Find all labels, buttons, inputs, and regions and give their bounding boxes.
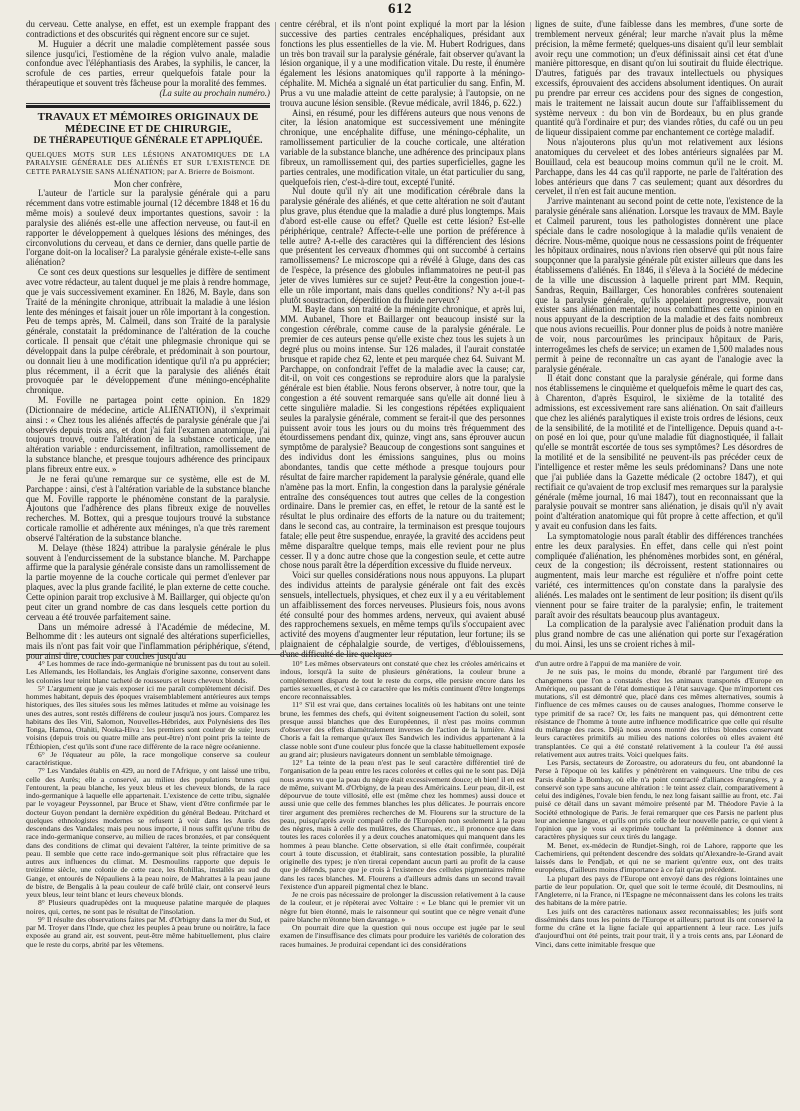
paragraph: M. Foville ne partagea point cette opinion. En 1829 (Dictionnaire de médecine, article ALIÉNATION), il s'exprimait ainsi : « Chez tous les aliénés affectés de paralysie générale que j'ai observés depuis trois ans, et dont j'ai fait l'examen anatomique, j'ai toujours trouvé, outre l'altération de la substance corticale, une altération variable : endurcissement, infiltration, ramollissement de la substance blanche, et presque toujours adhérence des principaux plans fibreux entre eux. » [26, 395, 270, 474]
paragraph: La symptomatologie nous paraît établir des différences tranchées entre les deux paralysies. En effet, dans celle qui n'est point compliquée d'aliénation, les phénomènes morbides sont, en général, ceux de la congestion; ils décroissent, restent stationnaires ou augmentent, mais leur marche est régulière et n'offre point cette variété, ces intermittences qu'on constate dans la paralysie des aliénés. Les malades ont le sentiment de leur position; ils disent qu'ils viennent pour se faire traiter de la paralysie; enfin, le traitement paraît avoir des résultats beaucoup plus avantageux. [535, 530, 783, 620]
footnote-paragraph: 9° Il résulte des observations faites par M. d'Orbigny dans la mer du Sud, et par M. Troyer dans l'Inde, que chez les peuples à peau brune ou noirâtre, la face exposée au grand air, est souvent, peut-être même habituellement, plus claire que le reste du corps, abrité par les vêtemens. [26, 914, 270, 949]
footnote-paragraph: 7° Les Vandales établis en 429, au nord de l'Afrique, y ont laissé une tribu, celle des Aurès; elle a conservé, au milieu des populations brunes qui l'entourent, la peau blanche, les yeux bleus et les cheveux blonds, de la race indo-germanique à laquelle elle appartenait. L'existence de cette tribu, signalée par le voyageur Peyssonnel, par Bruce et Shaw, vient d'être confirmée par le docteur Guyon pendant la dernière expédition du général Bedeau. Pritchard et quelques ethnologistes modernes se refusent à voir dans les Aurès des descendans des Vandales; mais peu nous importe, il nous suffit qu'une tribu de race indo-germanique conserve, au milieu de races bronzées, et par conséquent dans des conditions de climat qui devaient l'altérer, la teinte primitive de sa peau. Il semble que cette race indo-germanique soit plus réfractaire que les autres aux influences du climat. M. Desmoulins rapporte que depuis le treizième siècle, une colonie de cette race, les Rohillas, installés au sud du Gange, et entourés de Népauliens à la peau noire, de Mahrattes à la peau jaune de bistre, de Bengalis à la peau couleur de café brûlé clair, ont conservé leurs yeux bleus, leur teint blanc et leurs cheveux blonds. [26, 766, 270, 899]
section-subtitle: DE THÉRAPEUTIQUE GÉNÉRALE ET APPLIQUÉE. [33, 135, 263, 146]
footnote-paragraph: 4° Les hommes de race indo-germanique ne brunissent pas du tout au soleil. Les Allemands, les Hollandais, les Anglais d'origine saxonne, conservent dans les colonies leur teint blanc tacheté de rousseurs et leurs cheveux blonds. [26, 659, 270, 685]
section-rule-thick [26, 105, 270, 108]
paragraph: centre cérébral, et ils n'ont point expliqué la mort par la lésion successive des parties centrales encéphaliques, présidant aux fonctions les plus essentielles de la vie. M. Hubert Rodrigues, dans un très bon travail sur la paralysie générale, fait observer qu'avant la lésion organique, il y a une modification vitale. Du reste, il énumère également les lésions anatomiques qu'il rapporte à la méningo-céphalite. M. Michéa a signalé un état particulier du sang. Enfin, M. Prus a vu une maladie atteint de cette paralysie; à l'autopsie, on ne trouva aucune lésion sensible. (Revue médicale, avril 1846, p. 622.) [280, 19, 525, 108]
footnote-column-1 [26, 660, 270, 1111]
article-title: QUELQUES MOTS SUR LES LÉSIONS ANATOMIQUES DE LA PARALYSIE GÉNÉRALE DES ALIÉNÉS ET SUR L'EXISTENCE DE CETTE PARALYSIE SANS ALIÉNATION; par A. Brierre de Boismont. [26, 149, 270, 176]
paragraph: La complication de la paralysie avec l'aliénation produit dans la plus grand nombre de cas une aliénation qui porte sur l'exagération du moi. Ainsi, les uns se croient riches à mil- [535, 619, 783, 650]
section-title: TRAVAUX ET MÉMOIRES ORIGINAUX DE MÉDECINE ET DE CHIRURGIE, [37, 110, 259, 135]
footnote-divider [26, 654, 783, 655]
column-1 [26, 19, 270, 662]
paragraph: Nul doute qu'il n'y ait une modification cérébrale dans la paralysie générale des aliénés, et que cette altération ne soit d'autant plus grave, plus étendue que la maladie a duré plus longtemps. Mais d'abord est-elle cause ou effet? Quelle est cette lésion? Est-elle périphérique, centrale? Affecte-t-elle une portion de préférence à telle autre? A-t-elle des caractères qui la différencient des lésions que présentent les cerveaux d'hommes qui ont succombé à certains ramollissemens? Le microscope qui a révélé à Gluge, dans des cas de l'espèce, la présence des globules inflammatoires ne peut-il pas jeter de vives lumières sur ce sujet? Peut-être la congestion joue-t-elle un rôle important, mais dans quelles conditions? N'y a-t-il pas plutôt soustraction, déperdition du fluide nerveux? [280, 186, 525, 305]
footnote-paragraph: 5° L'argument que je vais exposer ici me paraît complètement décisif. Des hommes habitant, depuis des époques vraisemblablement antérieures aux temps historiques, des îles situées sous les mêmes latitudes et même au voisinage les unes des autres, sont restés différens de couleur jusqu'à nos jours. Comparez les habitans des îles Viti, Salomon, Nouvelles-Hébrides, aux Polynésiens des îles Tonga, Hamoa, Otahiti, Nouka-Hiva : les premiers sont couleur de suie; leurs voisins (depuis trois ou quatre mille ans peut-être) n'ont point pris la teinte de l'Éthiopien, c'est qu'ils sont d'une race différente de la race nègre océanienne. [26, 683, 270, 751]
footnote-paragraph: 12° La teinte de la peau n'est pas le seul caractère différentiel tiré de l'organisation de la peau entre les races colorées et celles qui ne le sont pas. Déjà nous avons vu que la peau du nègre était excessivement douce; eh bien! il en est de même, suivant M. d'Orbigny, de la peau des Américains. Leur peau, dit-il, est dépourvue de toute villosité, elle est (même chez les hommes) aussi douce et aussi unie que celle des femmes blanches les plus délicates. Je pourrais encore tirer argument des premières recherches de M. Flourens sur la structure de la peau, puisqu'après avoir comparé celle de l'Européen non seulement à la peau des nègres, mais à celle des mulâtres, des Charruas, etc., il prononce que dans toutes les races colorées il y a deux couches anatomiques qui manquent dans les hommes à peau blanche. Cette observation, si elle était confirmée, coupérait court à toute discussion, et établirait, sans contestation possible, la pluralité originelle des types; je n'en tirerai cependant aucun parti au profit de la cause que je défends, parce que je crois à l'existence des cellules pigmentaires même dans les races blanches. M. Flourens a d'ailleurs admis dans un second travail l'existence d'un appareil pigmental chez le blanc. [280, 758, 525, 891]
paragraph: Voici sur quelles considérations nous nous appuyons. La plupart des individus atteints de paralysie générale ont fait des excès sensuels, intellectuels, physiques, et chez eux il y a eu véritablement un affaiblissement des forces nerveuses. Plusieurs fois, nous avons été consulté pour des hommes ardens, nerveux, qui avaient abusé des rapprochemens sexuels, en même temps qu'ils s'occupaient avec activité des moyens d'augmenter leur réputation, leur fortune; ils se plaignaient de céphalalgie sourde, de vertiges, d'éblouissemens, d'une difficulté de lire quelques [280, 570, 525, 659]
paragraph: Ainsi, en résumé, pour les différens auteurs que nous venons de citer, la lésion anatomique est successivement une méningite chronique, une encéphalite diffuse, une méningo-céphalite, un ramollissement particulier de la couche corticale, une altération variable de la substance blanche, une adhérence des principaux plans fibreux, un ramollissement qui, des parties superficielles, gagne les parties centrales, une modification vitale, un état particulier du sang, quelquefois rien, c'est-à-dire tout, excepté l'unité. [280, 107, 525, 187]
paragraph: du cerveau. Cette analyse, en effet, est un exemple frappant des contradictions et des obscurités qui règnent encore sur ce sujet. [26, 19, 270, 39]
paragraph: Nous n'ajouterons plus qu'un mot relativement aux lésions anatomiques du cerveleet et des lobes antérieurs signalées par M. Bouillaud, cela est beaucoup moins commun qu'il ne le croit. M. Parchappe, dans les 44 cas qu'il rapporte, ne parle de l'altération des lobes antérieurs que dans 7 cas seulement; quant aux désordres du cervelet, il n'en est fait aucune mention. [535, 137, 783, 197]
footnote-paragraph: 11° S'il est vrai que, dans certaines localités où les habitans ont une teinte brune, les femmes des chefs, qui évitent soigneusement l'action du soleil, sont presque aussi blanches que des Européennes, il n'est pas moins commun d'observer des effets diamétralement inverses de l'action de la lumière. Ainsi Choris a fait la remarque qu'aux îles Sandwich les individus appartenant à la classe noble sont d'une couleur plus foncée que la classe habituellement exposée au grand air; plusieurs navigateurs donnent un semblable témoignage. [280, 700, 525, 759]
column-2 [280, 19, 525, 659]
paragraph: J'arrive maintenant au second point de cette note, l'existence de la paralysie générale sans aliénation. Lorsque les travaux de MM. Bayle et Calmeil parurent, tous les pathologistes donnèrent une place spéciale dans le cadre nosologique à la maladie qu'ils venaient de décrire. Nous-même, quoique nous ne cessassions point de fréquenter les hôpitaux ordinaires, nous n'avions rien observé qui pût nous faire soupçonner que la paralysie générale pût exister ailleurs que dans les établissemens d'aliénés. En 1846, il s'éleva à la Société de médecine de la ville une discussion à laquelle prirent part MM. Requin, Sandras, Requin, Baillarger, Ces honorables confrères soutenaient que la paralysie générale, qu'ils appelaient progressive, pouvait exister sans aliénation mentale; nous combattîmes cette opinion en nous appuyant de la description de la maladie et des faits nombreux que nous avions recueillis. Pour donner plus de poids à notre manière de voir, nous parcourûmes les principaux hôpitaux de Paris, interrogeâmes les chefs de service; un examen de 1,500 malades nous permit à peine de reconnaître un cas ayant de l'analogie avec la paralysie générale. [535, 196, 783, 374]
paragraph: M. Bayle dans son traité de la méningite chronique, et après lui, MM. Aubanel, Thore et Baillarger ont beaucoup insisté sur la congestion cérébrale, comme cause de la paralysie générale. Le premier de ces auteurs pense qu'elle existe chez tous les sujets à un degré plus ou moins intense. Sur 126 malades, il l'aurait constatée brusque et rapide chez 62, lente et peu marquée chez 64. Suivant M. Parchappe, on confondrait l'effet de la maladie avec la cause; car, dit-il, on voit ces congestions se reproduire alors que la paralysie générale est bien établie. Nous ferons observer, à notre tour, que la congestion a été souvent remarquée sans qu'elle ait donné lieu à cette singulière maladie. Si les congestions répétées expliquaient seules la paralysie générale, comment se ferait-il que des personnes puissent avoir tous les jours ou du moins très fréquemment des étourdissemens pendant dix, quinze, vingt ans, sans éprouver aucun symptôme de paralysie? Beaucoup de congestions sont sanguines et des individus dont les émissions sanguines, plus ou moins abondantes, tandis que cette méthode a presque toujours pour résultat de faire marcher rapidement la paralysie générale, quand elle n'amène pas la mort. Enfin, la congestion dans la paralysie générale entraîne des conséquences tout autres que celles de la congestion ordinaire. Dans le premier cas, en effet, le retour de la santé est le résultat le plus ordinaire des efforts de la nature ou du traitement; dans le second cas, au contraire, la terminaison est presque toujours fatale; elle peut être suspendue, enrayée, la gravité des accidens peut même disparaître quelque temps, mais elle revient pour ne plus cesser. Il y a donc autre chose que la congestion seule, et cette autre chose nous paraît être la déperdition excessive du fluide nerveux. [280, 304, 525, 571]
paragraph: Dans un mémoire adressé à l'Académie de médecine, M. Belhomme dit : les auteurs ont signalé des altérations superficielles, mais ils n'ont pas fait voir que l'inflammation périphérique, s'étend, pour ainsi dire, couches par couches jusqu'au [26, 621, 270, 662]
footnote-paragraph: Les Parsis, sectateurs de Zoroastre, ou adorateurs du feu, ont abandonné la Perse à l'époque où les kalifes y pénétrèrent en vainqueurs. Une tribu de ces Parsis établie à Bombay, où elle n'a point contracté d'alliances étrangères, y a conservé son type sans aucune altération : le teint assez clair, comparativement à celui des indigènes, l'ovale bien fendu, le nez long faisant saillie au front, etc. J'ai puisé ce détail dans un savant mémoire présenté par M. Théodore Pavie à la Société ethnologique de Paris. Je ferai remarquer que ces Parsis ne parlent plus leur ancienne langue, et qu'ils ont pris celle de leur nouvelle patrie, ce qui vient à l'opinion que je vous ai exprimée touchant la prééminence à donner aux caractères physiques sur ceux tirés du langage. [535, 758, 783, 842]
paragraph: M. Delaye (thèse 1824) attribue la paralysie générale le plus souvent à l'endurcissement de la substance blanche. M. Parchappe affirme que la paralysie générale consiste dans un ramollissement de la partie moyenne de la couche corticale qui permet d'enlever par plaques, avec la plus grande facilité, le plan externe de cette couche. Cette opinion parait trop exclusive à M. Baillarger, qui objecte qu'on peut citer un grand nombre de cas dans lesquels cette portion du cerveau a été trouvée parfaitement saine. [26, 542, 270, 622]
section-rule-thin [26, 103, 270, 104]
footnote-paragraph: M. Benet, ex-médecin de Rundjet-Singh, roi de Lahore, rapporte que les Cachemiriens, qui prétendent descendre des soldats qu'Alexandre-le-Grand avait laissés dans le Pendjab, et qui ne se marient qu'entre eux, ont des traits européens, d'ailleurs moins d'importance à ce fait qu'au précédent. [535, 840, 783, 875]
paragraph: L'auteur de l'article sur la paralysie générale qui a paru récemment dans votre estimable journal (12 décembre 1848 et 16 du même mois) a soulevé deux importantes questions, savoir : la paralysie des aliénés est-elle une affection nerveuse, ou faut-il en rapporter le développement à quelques lésions des méninges, des circonvolutions du cerveau, et dans ce dernier, dans quelle partie de l'organe doit-on la localiser? La paralysie générale existe-t-elle sans aliénation? [26, 188, 270, 268]
footnote-paragraph: On pourrait dire que la question qui nous occupe est jugée par le seul examen de l'insuffisance des climats pour produire les variétés de coloration des races humaines. Je produirai cependant ici des considérations [280, 923, 525, 949]
salutation: Mon cher confrère, [113, 178, 183, 189]
column-3 [535, 20, 783, 652]
footnote-paragraph: Les juifs ont des caractères nationaux assez reconnaissables; les juifs sont disséminés dans tous les points de l'Europe et ailleurs; partout ils ont conservé la forme du crâne et la ligne faciale qui appartiennent à leur race. Les juifs d'aujourd'hui ont été peints, trait pour trait, il y a trois cents ans, par Léonard de Vinci, dans cette inimitable fresque que [535, 906, 783, 949]
footnote-column-3 [535, 660, 783, 1111]
footnote-paragraph: 10° Les mêmes observateurs ont constaté que chez les créoles américains et indous, lorsqu'à la suite de plusieurs générations, la couleur brune a complètement disparu de tout le reste du corps, elle persiste encore dans les parties sexuelles, et c'est à ce caractère que les métis continuent d'être longtemps encore reconnaissables. [280, 659, 526, 701]
footnote-paragraph: 6° Je l'équateur au pôle, la race mongolique conserve sa couleur caractéristique. [26, 749, 270, 767]
footnote-column-2 [280, 660, 525, 1111]
page-number: 612 [388, 1, 412, 17]
paragraph: lignes de suite, d'une faiblesse dans les membres, d'une sorte de tremblement nerveux général; leur marche n'avait plus la même précision, la même fermeté; quelques-uns disaient qu'il leur semblait avoir reçu une commotion; un d'eux définissait ainsi cet état d'une manière pittoresque, en disant qu'on lui soutirait du fluide électrique. D'autres, fatigués par des travaux intellectuels ou physiques excessifs, éprouvaient des accidens absolument identiques. On aurait pu prendre par erreur ces accidens pour des signes de congestion, mais le traitement ne laissait aucun doute sur l'affaiblissement du système nerveux : du bon vin de Bordeaux, bu en plus grande quantité qu'à l'ordinaire et pur; des viandes rôties, du café ou un peu de liqueur dissipaient comme par enchantement ce cortège maladif. [535, 19, 783, 138]
footnote-paragraph: 8° Plusieurs quadrupèdes ont la muqueuse palatine marquée de plaques noires, qui, certes, ne sont pas le résultat de l'insolation. [26, 898, 270, 916]
column-divider-1 [275, 22, 276, 650]
continued-notice: (La suite au prochain numéro.) [159, 87, 270, 98]
paragraph: Ce sont ces deux questions sur lesquelles je diffère de sentiment avec votre rédacteur, au talent duquel je me plais à rendre hommage, que je vais successivement examiner. En 1826, M. Bayle, dans son Traité de la méningite chronique, attribuait la maladie à une lésion lente des méninges et faisait jouer un rôle important à la congestion. Peu de temps après, M. Calmeil, dans son Traité de la paralysie générale, constatait la prédominance de l'altération de la couche corticale. Il pensait que c'était une phlegmasie chronique qui se développait dans la pulpe cérébrale, et prédominait à son pourtour, ou donnait lieu à une modification identique qu'il n'a pu apprécier; plus récemment, il a écrit que la paralysie des aliénés était provoquée par le développement d'une méningo-encéphalite chronique. [26, 267, 270, 396]
paragraph: Je ne ferai qu'une remarque sur ce système, elle est de M. Parchappe : ainsi, c'est à l'altération variable de la substance blanche que M. Foville rapporte le phénomène constant de la paralysie. Ajoutons que l'adhérence des plans fibreux exige de nouvelles recherches. M. Bottex, qui a presque toujours trouvé la substance corticale ramollie et adhérente aux méninges, n'a que très rarement observé l'altération de la substance blanche. [26, 473, 270, 543]
column-divider-2 [530, 22, 531, 650]
footnote-paragraph: Je ne suis pas, le moins du monde, ébranlé par l'argument tiré des changemens que l'on a constatés chez les animaux transportés d'Europe en Amérique, ou passant de l'état domestique à l'état sauvage. Que m'importent ces mutations, s'il est démontré que, placé dans ces mêmes alternatives, soumis à l'influence de ces mêmes causes ou de causes analogues, l'homme conserve le type primitif de sa race? Or, les faits ne manquent pas, qui démontrent cette résistance de l'homme à toute autre influence modificatrice que celle qui résulte du mélange des races. Déjà nous avons montré des tribus blondes conservant leurs caractères primitifs au milieu des nations colorées où elles avaient été transplantées. Ce qui a été constaté relativement à la couleur l'a été aussi relativement aux autres traits. Voici quelques faits. [535, 667, 783, 759]
paragraph: Il était donc constant que la paralysie générale, qui forme dans nos établissemens le cinquième et quelquefois même le quart des cas, à Charenton, d'après Esquirol, le sixième de la totalité des admissions, est excessivement rare sans aliénation. On sait d'ailleurs que chez les aliénés paralytiques il existe trois ordres de lésions, ceux de la sensibilité, de la motilité et de l'intelligence. Depuis quand a-t-on posé en loi que, pour qu'une maladie fût diagnostiquée, il fallait qu'elle se montrât escortée de tous ses symptômes? Les désordres de la motilité et de la sensibilité ne peuvent-ils pas précéder ceux de l'intelligence et rester même les seuls prédominans? Dans une note que j'ai publiée dans la Gazette médicale (2 octobre 1847), et qui rectifiait ce qu'avaient de trop exclusif mes remarques sur la paralysie générale (même journal, 16 mai 1847), tout en reconnaissant que la paralysie pouvait se montrer sans aliénation, je disais qu'il n'y avait point d'altération anatomique qui fût propre à cette affection, et qu'il y avait eu confusion dans les faits. [535, 373, 783, 532]
paragraph: M. Huguier a décrit une maladie complètement passée sous silence jusqu'ici, l'estiomène de la région vulvo anale, maladie confondue avec l'éléphantiasis des Arabes, la syphilis, le cancer, la scrofule de ces parties, erreur quelquefois fatale pour la thérapeutique et souvent très fâcheuse pour la moralité des femmes. [26, 38, 270, 89]
footnote-paragraph: La plupart des pays de l'Europe ont envoyé dans des régions lointaines une partie de leur population. Or, quel que soit le terme écoulé, dit Desmoulins, ni l'Angleterre, ni la France, ni l'Espagne ne méconnaissent dans les colons les traits des habitans de la mère patrie. [535, 873, 783, 908]
footnote-paragraph: d'un autre ordre à l'appui de ma manière de voir. [535, 659, 682, 668]
footnote-paragraph: Je ne crois pas nécessaire de prolonger la discussion relativement à la cause de la couleur, et je répèterai avec Voltaire : « Le blanc qui le premier vit un nègre fut bien étonné, mais le raisonneur qui soutint que ce nègre venait d'une paire blanche m'étonne bien davantage. » [280, 890, 525, 924]
